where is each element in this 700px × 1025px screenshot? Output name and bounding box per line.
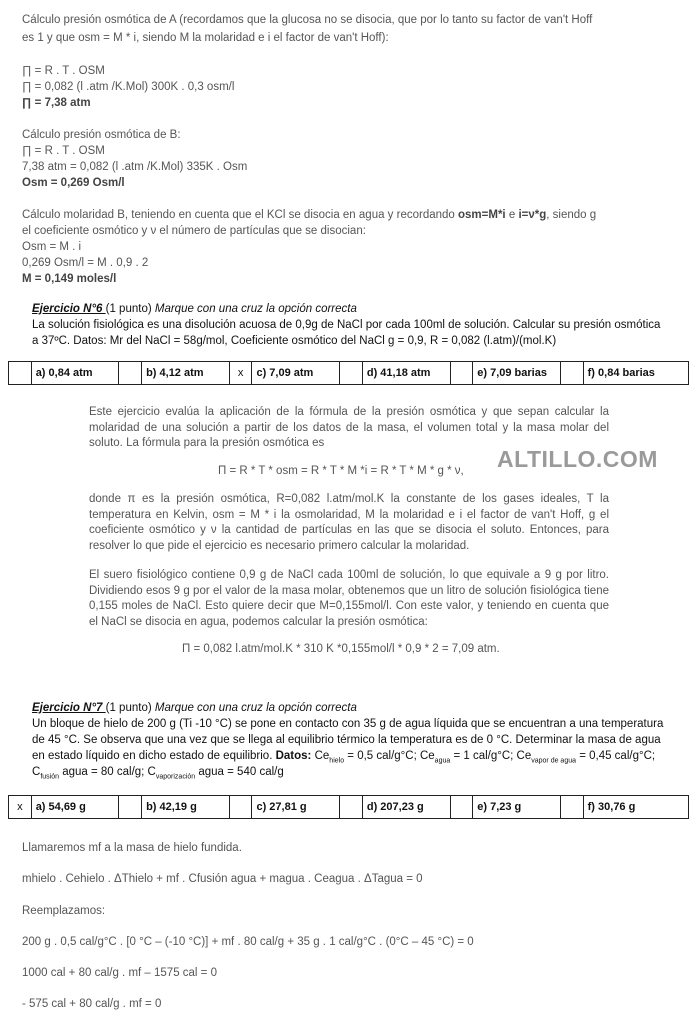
calc-a-line-1: ∏ = R . T . OSM xyxy=(22,65,105,77)
molarity-b-line-3: Osm = M . i xyxy=(22,241,82,253)
exercise-6-options xyxy=(8,361,689,385)
option-a-checkbox[interactable] xyxy=(9,362,32,385)
solution-step-1: 200 g . 0,5 cal/g°C . [0 °C – (-10 °C)] + mf . 80 cal/g + 35 g . 1 cal/g°C . (0°C – 45 °C) = 0 xyxy=(22,936,474,948)
option-f-checkbox[interactable] xyxy=(560,362,583,385)
option-d-checkbox[interactable] xyxy=(340,362,363,385)
option-e-checkbox[interactable] xyxy=(450,796,473,819)
intro-line-1: Cálculo presión osmótica de A (recordamos que la glucosa no se disocia, que por lo tanto su factor de van't Hoff xyxy=(22,14,593,26)
molarity-b-result: M = 0,149 moles/l xyxy=(22,273,117,285)
solution-step-3: - 575 cal + 80 cal/g . mf = 0 xyxy=(22,998,162,1010)
calc-b-result: Osm = 0,269 Osm/l xyxy=(22,177,125,189)
explanation-paragraph-1: Este ejercicio evalúa la aplicación de la fórmula de la presión osmótica y que sepan calcular la molaridad de una solución a partir de los datos de la masa, el volumen total y la masa molar del soluto. La fórmula para la presión osmótica es xyxy=(89,406,609,449)
solution-step-2: 1000 cal + 80 cal/g . mf – 1575 cal = 0 xyxy=(22,967,217,979)
option-b-checkbox[interactable] xyxy=(119,362,142,385)
exercise-7-text-4: $C_{fusión}$ agua = 80 cal/g; $C_{vaporización}$ agua = 540 cal/g xyxy=(32,766,284,781)
altillo-watermark: ALTILLO.COM xyxy=(497,446,658,472)
calc-b-heading: Cálculo presión osmótica de B: xyxy=(22,129,181,141)
option-e-label: e) 7,09 barias xyxy=(473,362,561,385)
option-e-label: e) 7,23 g xyxy=(473,796,561,819)
option-f-checkbox[interactable] xyxy=(560,796,583,819)
option-f-label: f) 0,84 barias xyxy=(583,362,688,385)
exercise-6-text-2: a 37ºC. Datos: Mr del NaCl = 58g/mol, Coeficiente osmótico del NaCl g = 0,9, R = 0,082 (l.atm)/(mol.K) xyxy=(32,335,557,347)
intro-line-2: es 1 y que osm = M * i, siendo M la molaridad e i el factor de van't Hoff): xyxy=(22,32,389,44)
option-c-checkbox[interactable] xyxy=(229,796,252,819)
option-b-checkbox[interactable] xyxy=(119,796,142,819)
exercise-6-heading: Ejercicio N°6 (1 punto) Marque con una cruz la opción correcta xyxy=(32,303,357,315)
molarity-b-line-4: 0,269 Osm/l = M . 0,9 . 2 xyxy=(22,257,149,269)
option-d-checkbox[interactable] xyxy=(340,796,363,819)
heat-balance-equation: mhielo . Cehielo . ΔThielo + mf . Cfusión agua + magua . Ceagua . ΔTagua = 0 xyxy=(22,873,423,885)
molarity-b-line-2: el coeficiente osmótico y ν el número de partículas que se disocian: xyxy=(22,225,366,237)
exercise-7-text-1: Un bloque de hielo de 200 g (Ti -10 °C) se pone en contacto con 35 g de agua líquida que se encuentran a una temperatura xyxy=(32,718,664,730)
option-d-label: d) 207,23 g xyxy=(362,796,450,819)
osmotic-pressure-formula: Π = R * T * osm = R * T * M *i = R * T * M * g * ν, xyxy=(218,465,464,477)
calc-b-line-2: 7,38 atm = 0,082 (l .atm /K.Mol) 335K . Osm xyxy=(22,161,248,173)
calc-b-line-1: ∏ = R . T . OSM xyxy=(22,145,105,157)
option-c-checkbox[interactable]: x xyxy=(229,362,252,385)
solution-intro: Llamaremos mf a la masa de hielo fundida. xyxy=(22,842,242,854)
explanation-paragraph-3: El suero fisiológico contiene 0,9 g de NaCl cada 100ml de solución, lo que equivale a 9 g por litro. Dividiendo esos 9 g por el valor de la masa molar, obtenemos que un litro de solución fisiológica tiene 0,155 moles de NaCl. Esto quiere decir que M=0,155mol/l. Con este valor, y teniendo en cuenta que el NaCl se disocia en agua, podemos calcular la presión osmótica: xyxy=(89,569,609,628)
calc-a-result: ∏ = 7,38 atm xyxy=(22,97,91,109)
calc-a-line-2: ∏ = 0,082 (l .atm /K.Mol) 300K . 0,3 osm/l xyxy=(22,81,235,93)
explanation-paragraph-2: donde π es la presión osmótica, R=0,082 l.atm/mol.K la constante de los gases ideales, T la temperatura en Kelvin, osm = M * i la osmolaridad, M la molaridad e i el factor de van't Hoff, g el coeficiente osmótico y ν la cantidad de partículas en las que se disocia el soluto. Entonces, para resolver lo que pide el ejercicio es necesario primero calcular la molaridad. xyxy=(89,493,609,552)
option-b-label: b) 42,19 g xyxy=(142,796,230,819)
option-e-checkbox[interactable] xyxy=(450,362,473,385)
option-c-label: c) 7,09 atm xyxy=(252,362,340,385)
exercise-7-heading: Ejercicio N°7 (1 punto) Marque con una cruz la opción correcta xyxy=(32,702,357,714)
exercise-6-text-1: La solución fisiológica es una disolución acuosa de 0,9g de NaCl por cada 100ml de solución. Calcular su presión osmótica xyxy=(32,319,661,331)
option-c-label: c) 27,81 g xyxy=(252,796,340,819)
exercise-7-text-2: de 45 °C. Se observa que una vez que se llega al equilibrio térmico la temperatura es de 0 °C. Determinar la masa de agua xyxy=(32,734,661,746)
exercise-7-text-3: en estado líquido en dicho estado de equilibrio. Datos: $Ce_{hielo} = 0,5$ cal/g°C; $Ce_{agua} = 1$ cal/g°C; $Ce_{vapor de agua} = 0,45$ cal/g°C; xyxy=(32,750,656,765)
osmotic-pressure-result: Π = 0,082 l.atm/mol.K * 310 K *0,155mol/l * 0,9 * 2 = 7,09 atm. xyxy=(182,643,500,655)
option-b-label: b) 4,12 atm xyxy=(142,362,230,385)
option-a-label: a) 0,84 atm xyxy=(31,362,119,385)
solution-replace-heading: Reemplazamos: xyxy=(22,905,106,917)
molarity-b-line-1: Cálculo molaridad B, teniendo en cuenta que el KCl se disocia en agua y recordando osm=M*i e i=ν*g, siendo g xyxy=(22,209,597,221)
exercise-7-options xyxy=(8,795,689,819)
option-d-label: d) 41,18 atm xyxy=(362,362,450,385)
option-a-checkbox[interactable]: x xyxy=(9,796,32,819)
option-a-label: a) 54,69 g xyxy=(31,796,119,819)
option-f-label: f) 30,76 g xyxy=(583,796,688,819)
